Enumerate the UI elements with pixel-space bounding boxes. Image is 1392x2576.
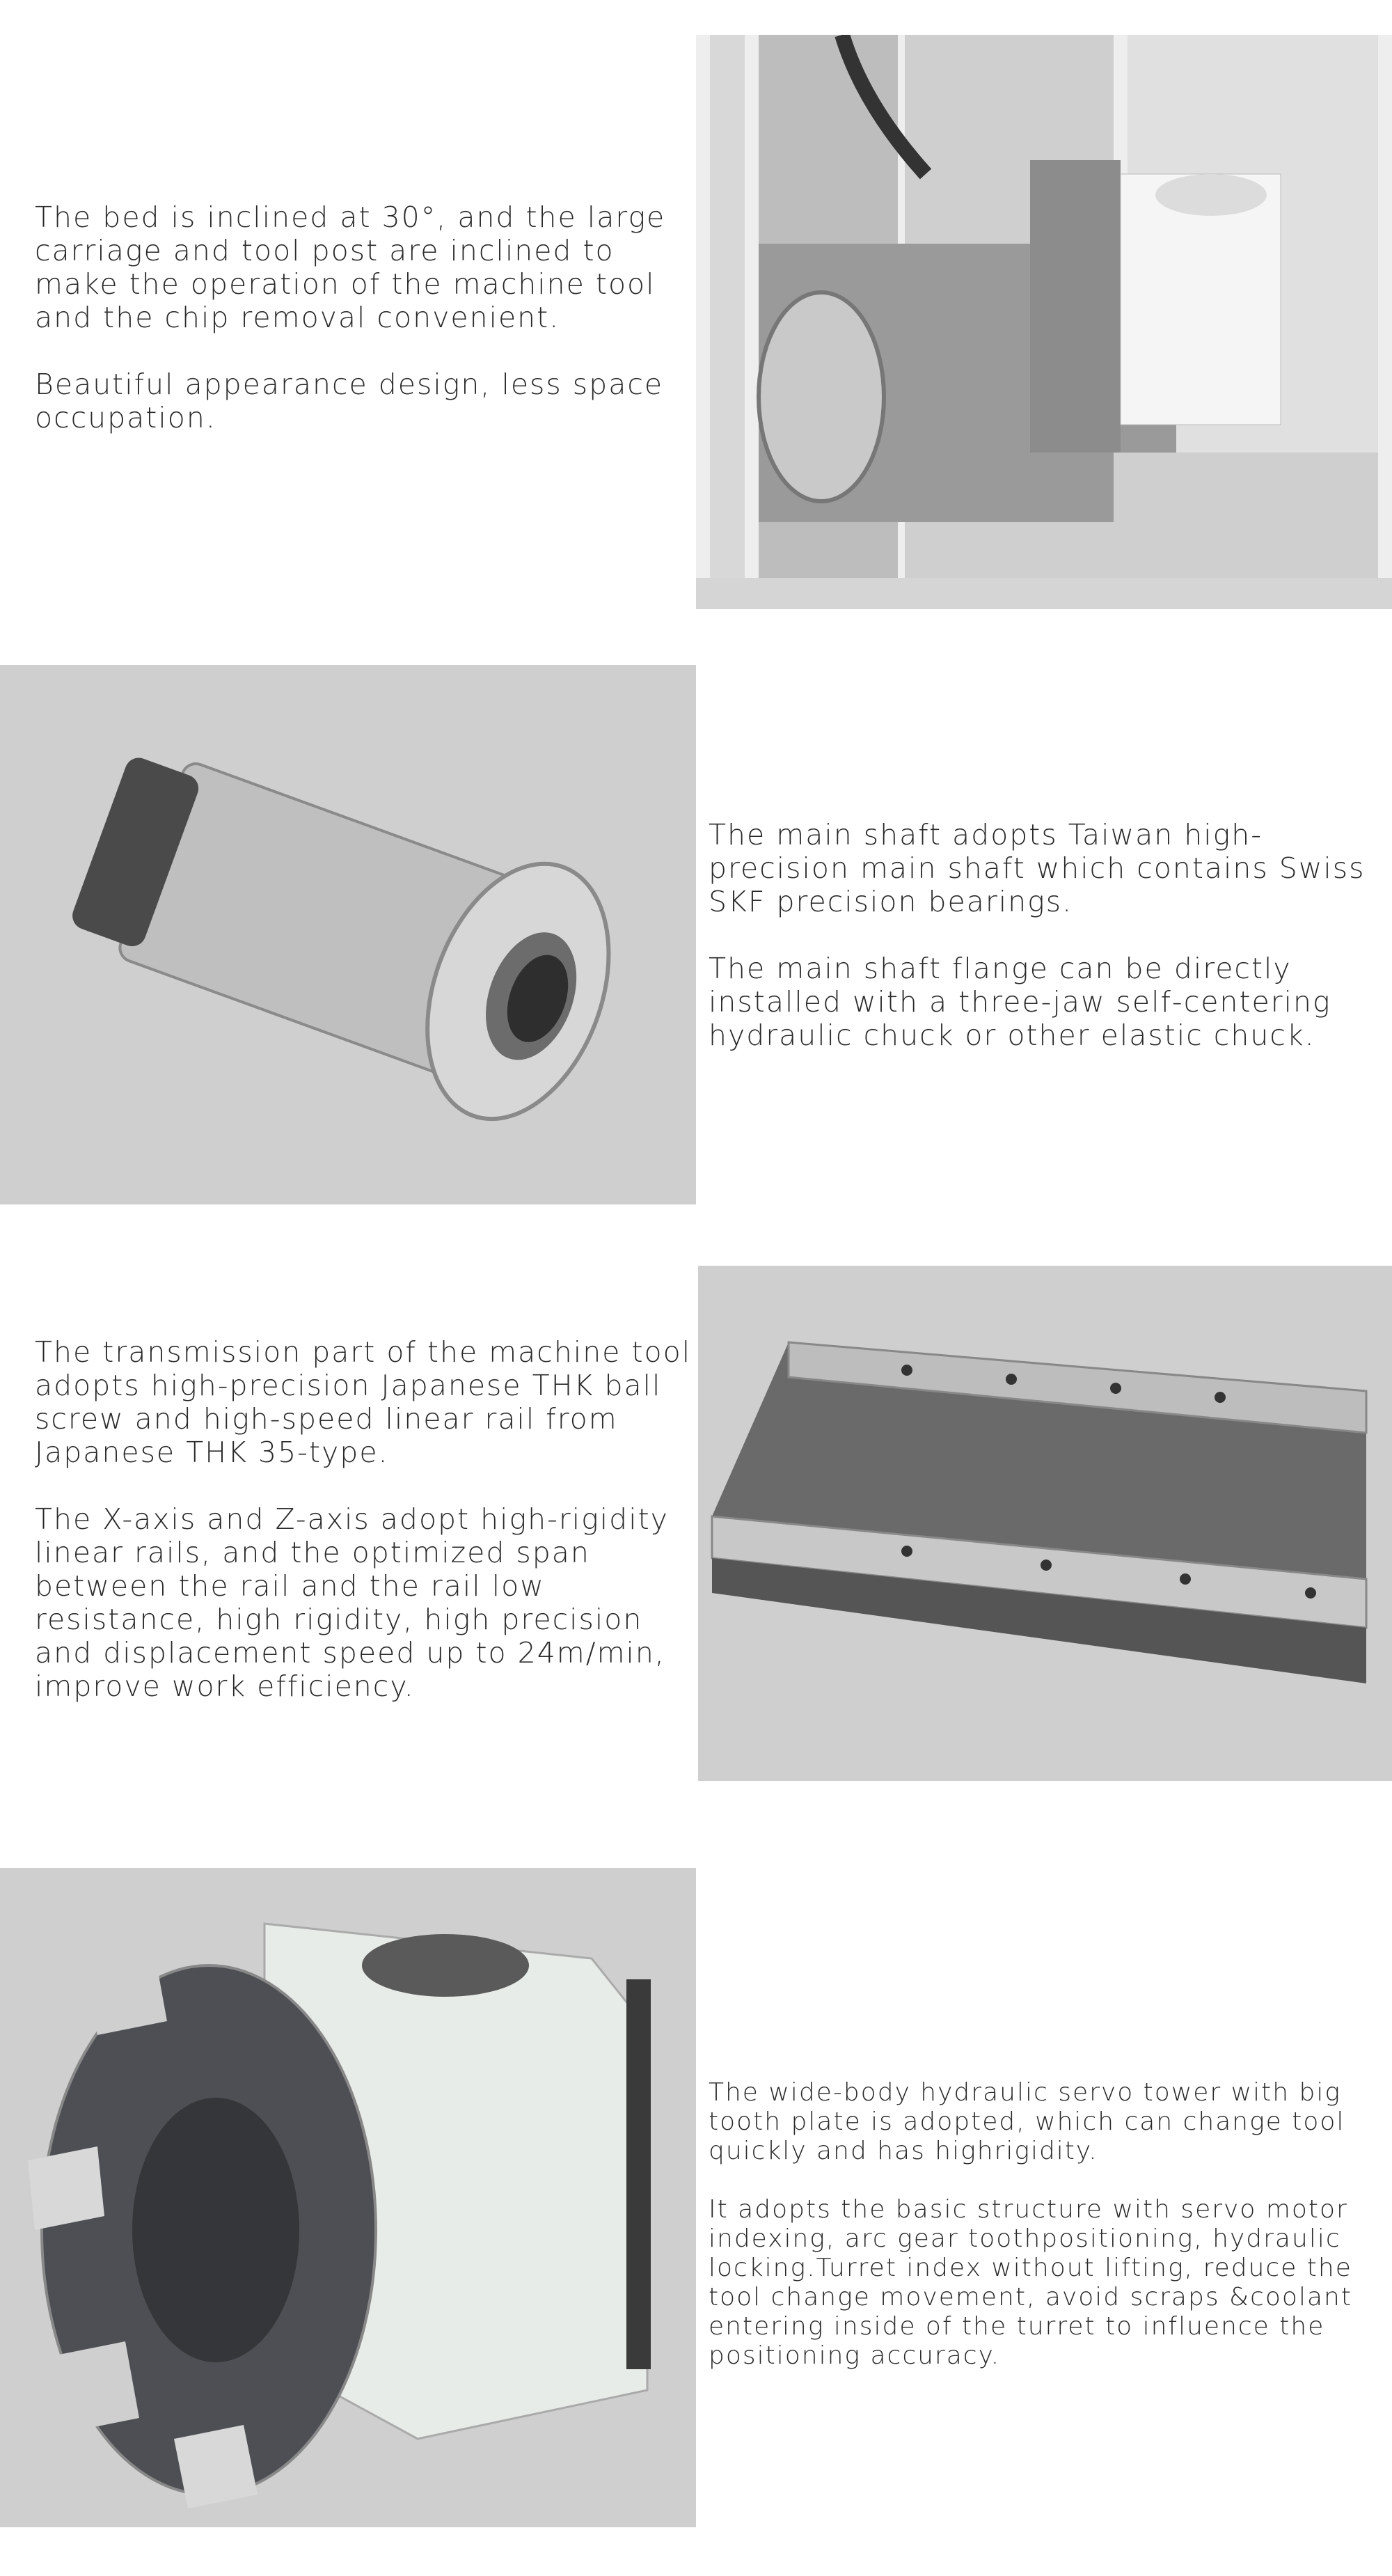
rails-paragraph-1: The transmission part of the machine tool adopts high-precision Japanese THK ball screw and high-speed linear rail from Japanese THK 35-type.	[35, 1335, 692, 1469]
turret-paragraph-2: It adopts the basic structure with servo motor indexing, arc gear toothpositioning, hydraulic locking.Turret index without lifting, reduce the tool change movement, avoid scraps &coolant entering inside of the turret to influence the positioning accuracy.	[709, 2195, 1352, 2370]
turret-paragraph-1: The wide-body hydraulic servo tower with big tooth plate is adopted, which can change tool quickly and has highrigidity.	[709, 2078, 1345, 2165]
spindle-text	[709, 818, 1377, 1052]
machine-interior-image	[696, 35, 1392, 609]
spindle-paragraph-2: The main shaft flange can be directly installed with a three-jaw self-centering hydraulic chuck or other elastic chuck.	[709, 952, 1331, 1052]
spindle-image	[0, 665, 696, 1204]
turret-image	[0, 1868, 696, 2527]
spindle-paragraph-1: The main shaft adopts Taiwan high-precision main shaft which contains Swiss SKF precision bearings.	[709, 818, 1366, 918]
bed-paragraph-2: Beautiful appearance design, less space occupation.	[35, 368, 664, 434]
rails-paragraph-2: The X-axis and Z-axis adopt high-rigidity linear rails, and the optimized span between the rail and the rail low resistance, high rigidity, high precision and displacement speed up to 24m/min, improve work efficiency.	[35, 1502, 669, 1703]
rails-text	[35, 1335, 703, 1703]
bed-paragraph-1: The bed is inclined at 30°, and the large carriage and tool post are inclined to make the operation of the machine tool and the chip removal convenient.	[35, 201, 666, 334]
linear-rails-image	[698, 1266, 1392, 1781]
bed-text	[35, 201, 682, 434]
turret-text	[709, 2078, 1384, 2371]
